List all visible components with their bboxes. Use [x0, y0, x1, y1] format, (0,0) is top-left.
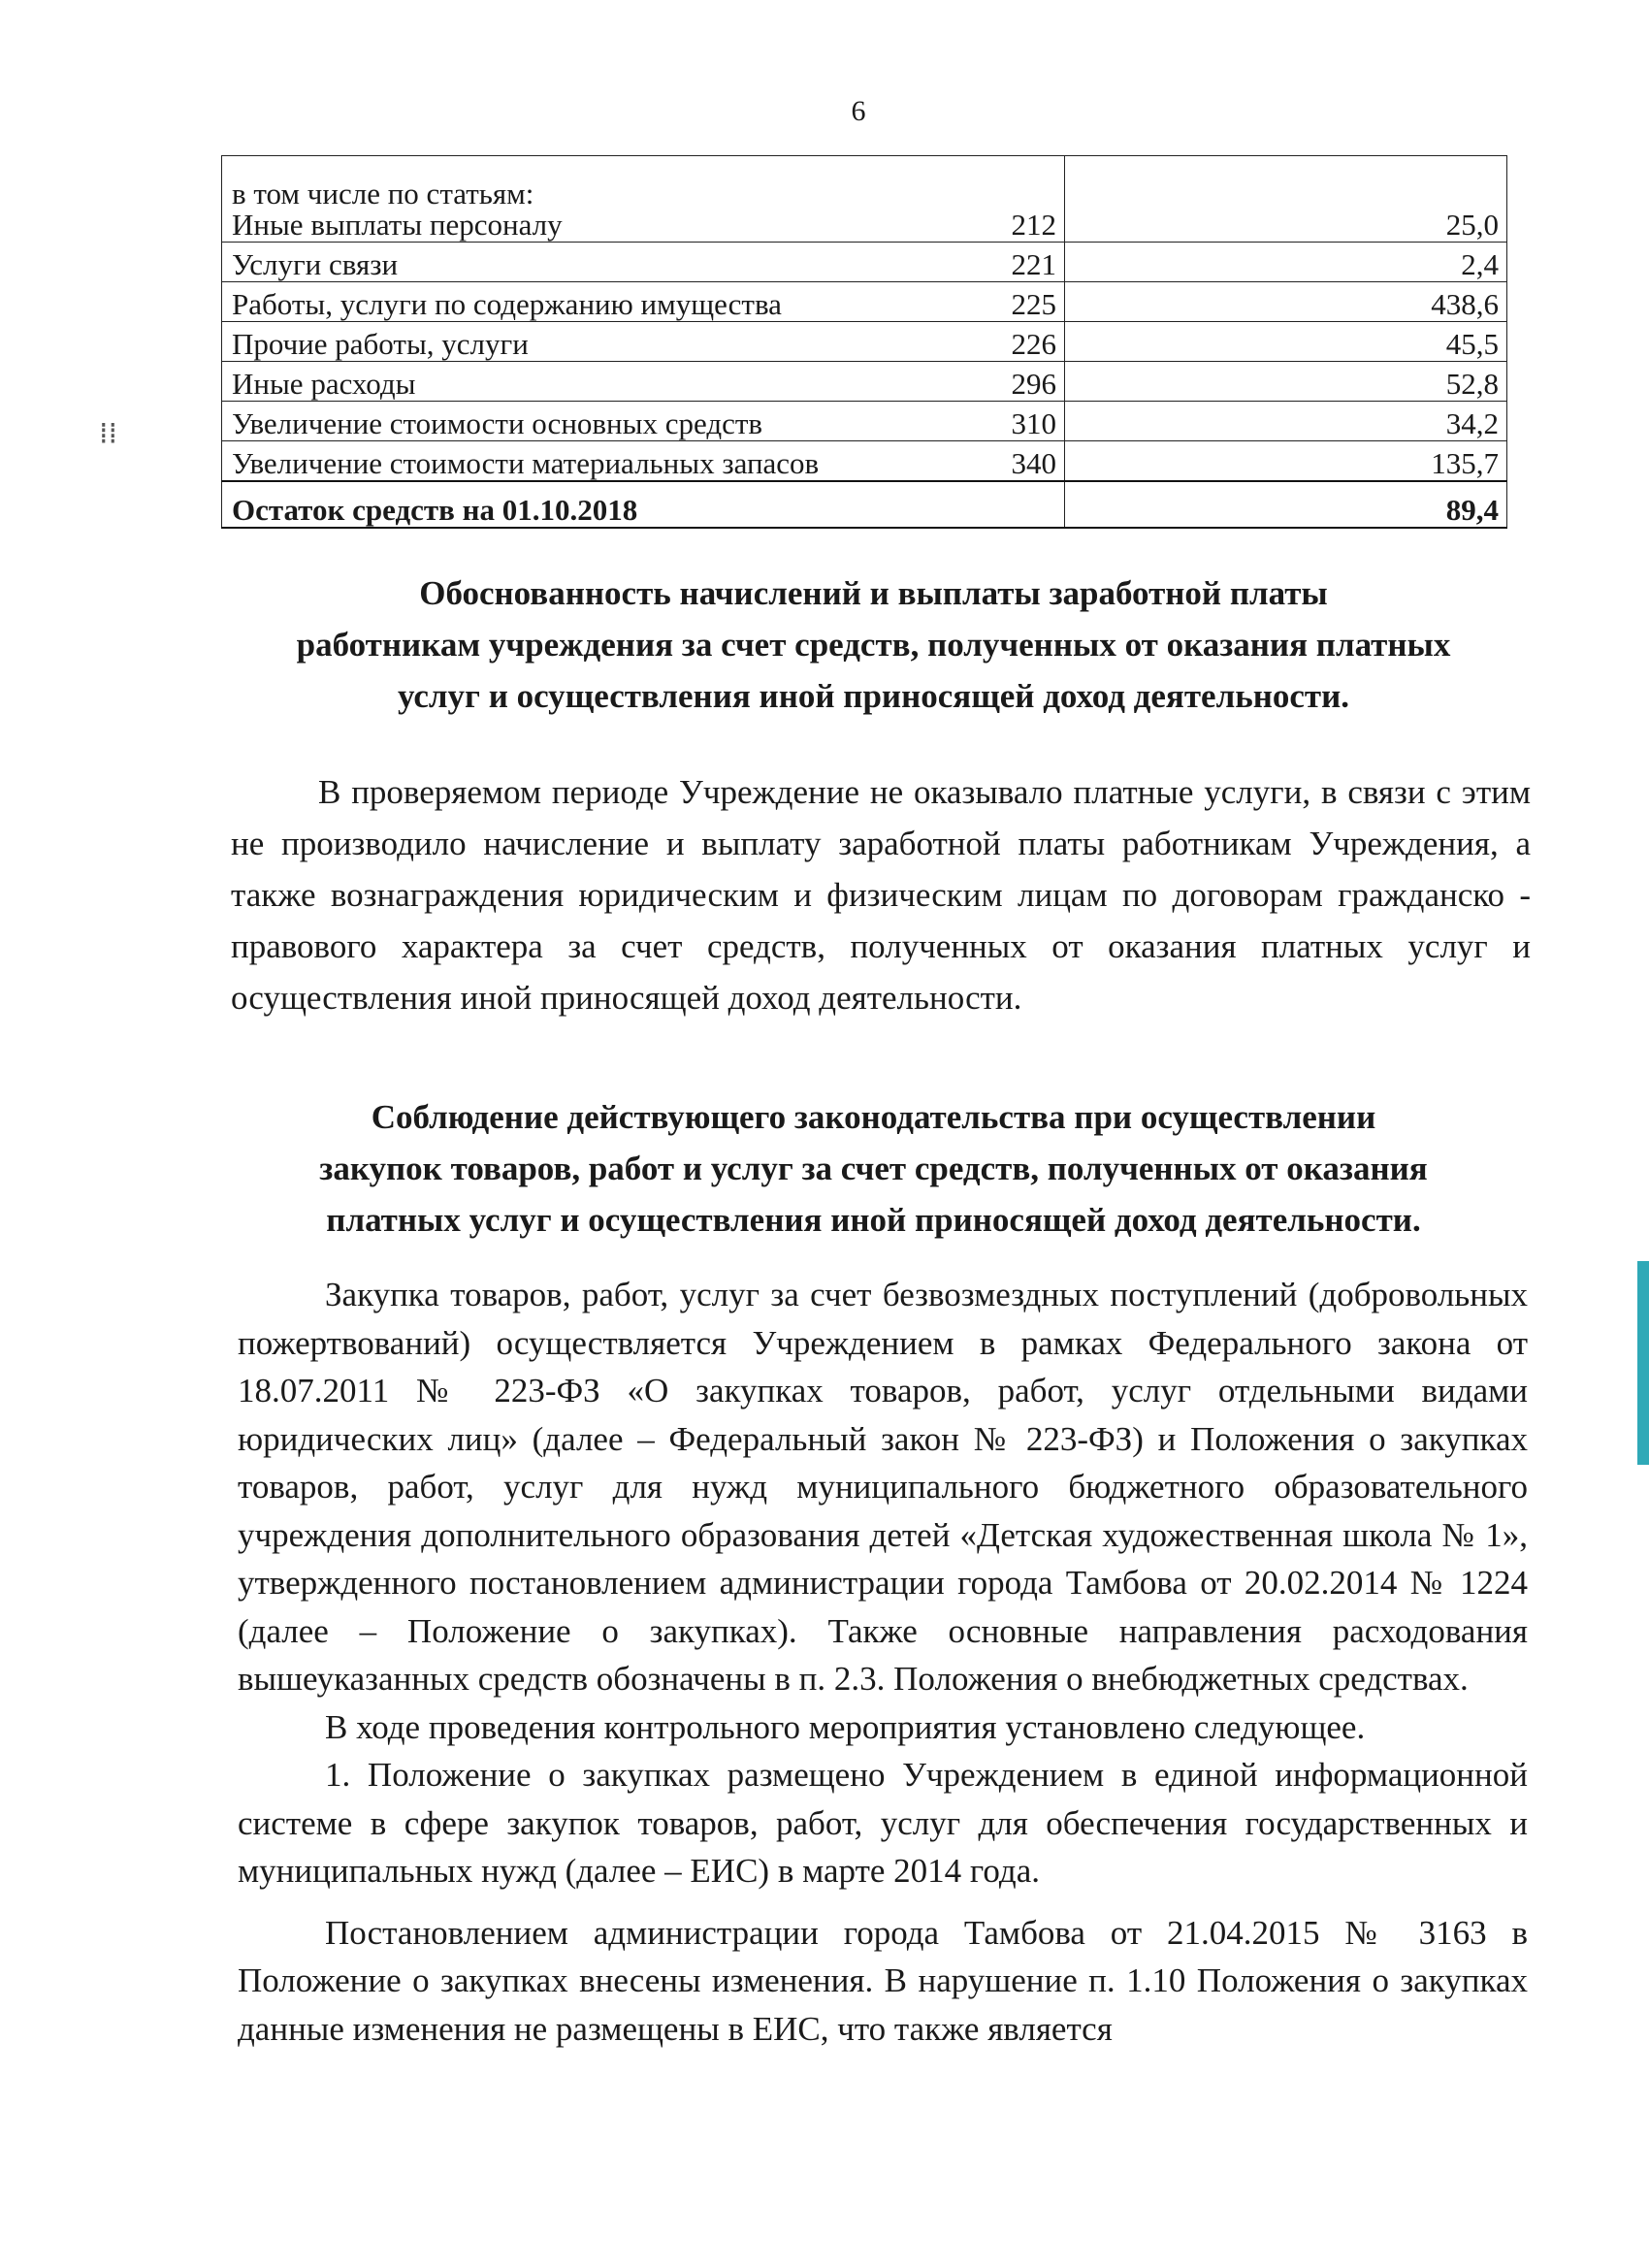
table-row	[222, 441, 1507, 482]
table-row	[222, 362, 1507, 402]
table-intro: в том числе по статьям:	[232, 176, 534, 211]
section1-body	[231, 766, 1531, 1023]
section2-title-line: Соблюдение действующего законодательства при осуществлении	[371, 1098, 1376, 1136]
row-name: Прочие работы, услуги	[222, 322, 912, 362]
row-code: 226	[911, 322, 1065, 362]
scan-edge-tab	[1637, 1261, 1649, 1465]
page-number: 6	[851, 95, 866, 127]
section2-title-line: закупок товаров, работ и услуг за счет средств, полученных от оказания	[319, 1150, 1428, 1187]
table-row	[222, 282, 1507, 322]
expense-table	[221, 155, 1507, 529]
row-name: Работы, услуги по содержанию имущества	[222, 282, 912, 322]
total-label: Остаток средств на 01.10.2018	[222, 481, 1065, 528]
section2-paragraph: Постановлением администрации города Тамбова от 21.04.2015 № 3163 в Положение о закупках внесены изменения. В нарушение п. 1.10 Положения о закупках данные изменения не размещены в ЕИС, что также является	[238, 1913, 1528, 2048]
section2-paragraph: 1. Положение о закупках размещено Учреждением в единой информационной системе в сфере закупок товаров, работ, услуг для обеспечения государственных и муниципальных нужд (далее – ЕИС) в марте 2014 года.	[238, 1756, 1528, 1890]
row-name: Иные расходы	[222, 362, 912, 402]
table-row	[222, 402, 1507, 441]
row-value: 438,6	[1065, 282, 1507, 322]
row-code: 221	[911, 243, 1065, 282]
table-row	[222, 243, 1507, 282]
section2-paragraph: Закупка товаров, работ, услуг за счет безвозмездных поступлений (добровольных пожертвований) осуществляется Учреждением в рамках Федерального закона от 18.07.2011 № 223-ФЗ «О закупках товаров, работ, услуг отдельными видами юридических лиц» (далее – Федеральный закон № 223-ФЗ) и Положения о закупках товаров, работ, услуг для нужд муниципального бюджетного образовательного учреждения дополнительного образования детей «Детская художественная школа № 1», утвержденного постановлением администрации города Тамбова от 20.02.2014 № 1224 (далее – Положение о закупках). Также основные направления расходования вышеуказанных средств обозначены в п. 2.3. Положения о внебюджетных средствах.	[238, 1276, 1528, 1698]
row-value: 135,7	[1065, 441, 1507, 482]
section1-title-line: услуг и осуществления иной приносящей доход деятельности.	[397, 677, 1350, 715]
section1-paragraph: В проверяемом периоде Учреждение не оказывало платные услуги, в связи с этим не производило начисление и выплату заработной платы работникам Учреждения, а также вознаграждения юридическим и физическим лицам по договорам гражданско - правового характера за счет средств, полученных от оказания платных услуг и осуществления иной приносящей доход деятельности.	[231, 773, 1531, 1017]
row-value: 34,2	[1065, 402, 1507, 441]
table-row	[222, 156, 1507, 243]
row-name: Увеличение стоимости материальных запасов	[222, 441, 912, 482]
table-total-row	[222, 481, 1507, 528]
row-code: 296	[911, 362, 1065, 402]
row-code: 212	[911, 156, 1065, 243]
section2-title	[221, 1091, 1526, 1246]
section2-paragraph: В ходе проведения контрольного мероприятия установлено следующее.	[325, 1707, 1366, 1746]
row-code: 310	[911, 402, 1065, 441]
section2-title-line: платных услуг и осуществления иной приносящей доход деятельности.	[326, 1201, 1421, 1239]
section1-title-line: работникам учреждения за счет средств, полученных от оказания платных	[296, 626, 1451, 664]
row-name: Услуги связи	[222, 243, 912, 282]
row-value: 25,0	[1065, 156, 1507, 243]
row-code: 225	[911, 282, 1065, 322]
section1-title	[221, 567, 1526, 722]
table-row	[222, 322, 1507, 362]
row-value: 52,8	[1065, 362, 1507, 402]
row-value: 45,5	[1065, 322, 1507, 362]
row-name: Иные выплаты персоналу	[232, 208, 563, 243]
row-code: 340	[911, 441, 1065, 482]
row-name: Увеличение стоимости основных средств	[222, 402, 912, 441]
section1-title-line: Обоснованность начислений и выплаты заработной платы	[419, 574, 1328, 612]
row-value: 2,4	[1065, 243, 1507, 282]
total-value: 89,4	[1065, 481, 1507, 528]
margin-mark-icon: ⁞⁞	[99, 417, 118, 451]
section2-body	[238, 1271, 1528, 2053]
